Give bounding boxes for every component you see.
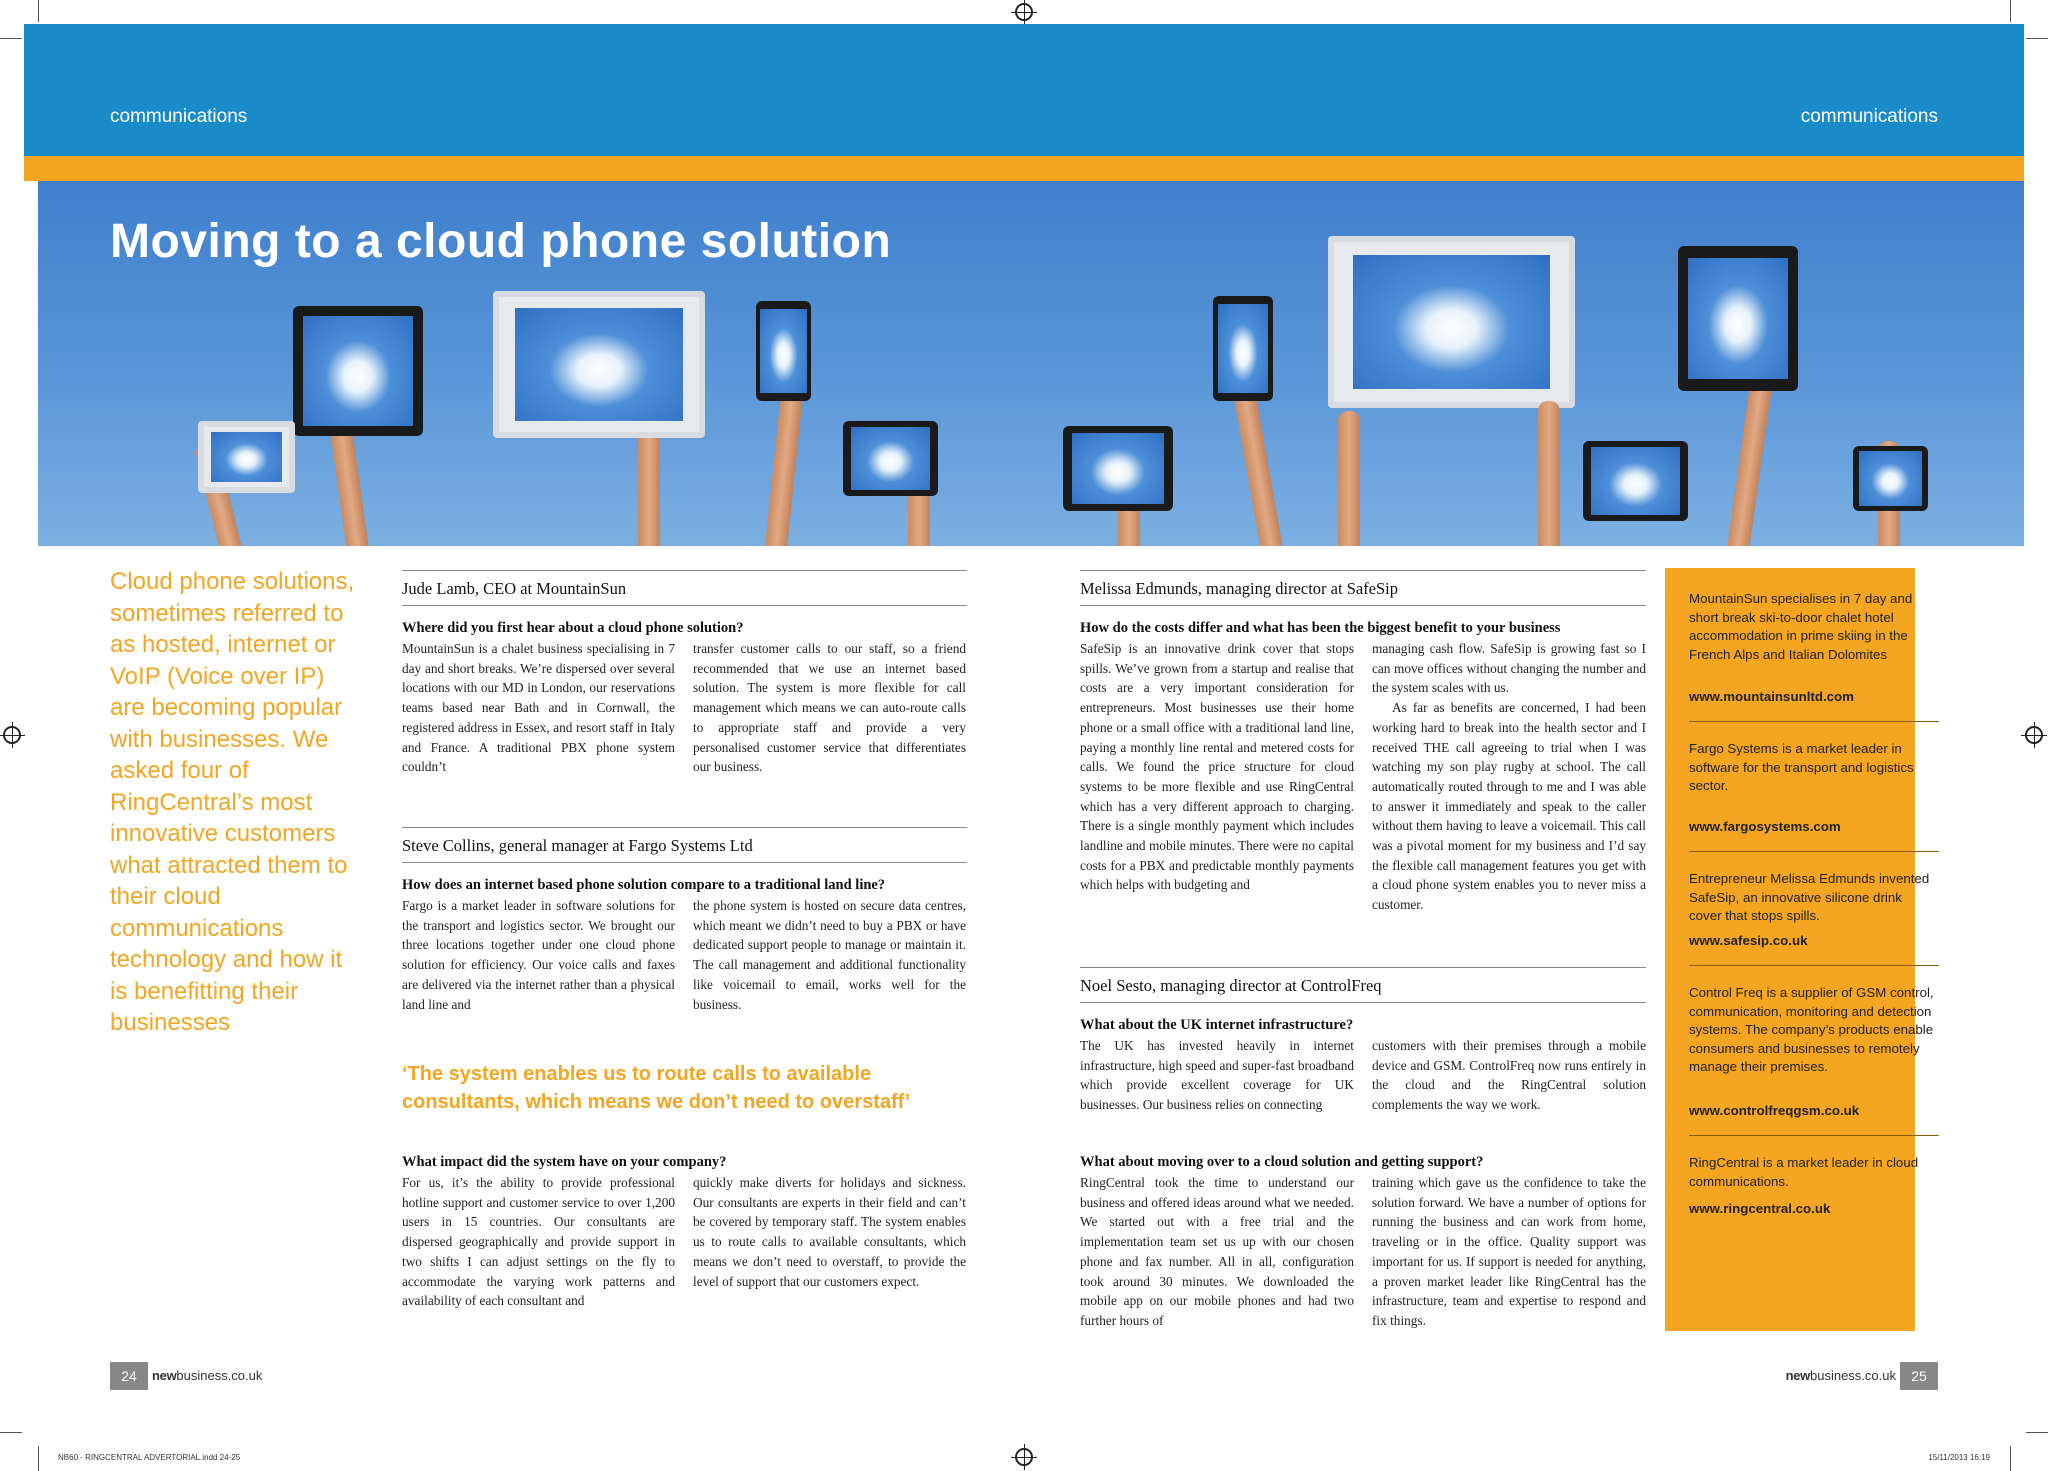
crop-mark [2026, 1432, 2048, 1433]
crop-mark [2010, 0, 2011, 22]
article-column: For us, it’s the ability to provide professional hotline support and customer service to over 1,200 users in 15 countries. Our consultants are dispersed geographically and provide support in two shifts I can adjust settings on the fly to accommodate the varying work patterns and availability of each consultant and [402, 1175, 675, 1309]
article-melissa-edmunds [1080, 570, 1646, 915]
article-column: customers with their premises through a mobile device and GSM. ControlFreq now runs entirely in the cloud and the RingCentral solution complements the way we work. [1372, 1038, 1646, 1113]
brand-rest: business.co.uk [176, 1368, 263, 1383]
sidebar-link[interactable]: www.ringcentral.co.uk [1689, 1201, 1831, 1216]
registration-mark-icon [1015, 1448, 1033, 1466]
article-noel-sesto [1080, 967, 1646, 1115]
crop-mark [0, 38, 22, 39]
registration-mark-icon [3, 726, 21, 744]
article-column: managing cash flow. SafeSip is growing fast so I can move offices without changing the number and the system scales with us. [1372, 641, 1646, 696]
page-title: Moving to a cloud phone solution [110, 215, 892, 268]
laptop-icon [1328, 236, 1575, 408]
page-number-right: 25 [1900, 1362, 1938, 1390]
sidebar-divider [1689, 721, 1939, 722]
header-accent-stripe [24, 156, 2024, 181]
article-heading: Melissa Edmunds, managing director at SafeSip [1080, 570, 1646, 606]
article-column: quickly make diverts for holidays and sickness. Our consultants are experts in their field and can’t be covered by temporary staff. The system enables us to route calls to available consultants, which means we don’t need to overstaff, to provide the level of support that our customers expect. [693, 1175, 966, 1289]
sidebar-divider [1689, 965, 1939, 966]
sidebar-link[interactable]: www.controlfreqgsm.co.uk [1689, 1103, 1860, 1118]
section-label-right: communications [1800, 106, 1938, 127]
article-heading: Noel Sesto, managing director at ControlFreq [1080, 967, 1646, 1003]
section-label-left: communications [110, 106, 248, 127]
article-noel-support [1080, 1154, 1646, 1331]
crop-mark [38, 1446, 39, 1471]
intro-pull-text: Cloud phone solutions, sometimes referred to as hosted, internet or VoIP (Voice over IP) are becoming popular with businesses. We asked four of RingCentral’s most innovative customers what attracted them to their cloud communications technology and how it is benefitting their businesses [110, 568, 355, 1036]
sidebar-item-text: Control Freq is a supplier of GSM control, communication, monitoring and detection systems. The company’s products enable consumers and businesses to remotely manage their premises. [1689, 985, 1934, 1074]
sidebar-divider [1689, 1135, 1939, 1136]
brand-bold: new [1785, 1368, 1810, 1383]
smartphone-icon [756, 301, 811, 401]
company-sidebar [1665, 568, 1934, 1331]
print-slug-date: 15/11/2013 16:19 [1928, 1453, 1990, 1462]
print-slug-filename: NB60 - RINGCENTRAL ADVERTORIAL.indd 24-25 [58, 1453, 241, 1462]
footer-brand-right [1786, 1368, 1896, 1383]
article-question: What about moving over to a cloud solution and getting support? [1080, 1154, 1484, 1170]
article-column: training which gave us the confidence to take the solution forward. We have a number of options for running the business and can work from home, traveling or in the office. Quality support was important for us. If support is needed for anything, a proven market leader like RingCentral has the infrastructure, team and expertise to respond and fix things. [1372, 1175, 1646, 1328]
article-column: As far as benefits are concerned, I had been working hard to break into the health sector and I received THE call agreeing to trial when I was watching my son play rugby at school. The call automatically routed through to me and I was able to answer it immediately and speak to the caller without them having to leave a voicemail. This call was a pivotal moment for my business and I’d say the flexible call management features you get with a cloud phone system enables you to never miss a customer. [1372, 700, 1646, 913]
crop-mark [2026, 38, 2048, 39]
crop-mark [38, 0, 39, 22]
laptop-icon [198, 421, 295, 493]
tablet-icon [843, 421, 938, 496]
article-column: MountainSun is a chalet business specialising in 7 day and short breaks. We’re dispersed over several locations with our MD in London, our reservations teams based near Bath and in Cornwall, the registered address in Essex, and resort staff in Italy and France. A traditional PBX phone system couldn’t [402, 641, 675, 775]
laptop-icon [493, 291, 705, 438]
article-column: the phone system is hosted on secure data centres, which meant we didn’t need to buy a PBX or have dedicated support people to manage or maintain it. The call management and additional functionality like voicemail to email, works well for the business. [693, 898, 966, 1012]
article-question: How do the costs differ and what has been the biggest benefit to your business [1080, 620, 1561, 636]
article-column: transfer customer calls to our staff, so a friend recommended that we use an internet based solution. The system is more flexible for call management which means we can auto-route calls to appropriate staff and provide a very personalised customer service that differentiates our business. [693, 641, 966, 775]
article-question: How does an internet based phone solution compare to a traditional land line? [402, 877, 886, 893]
article-column: The UK has invested heavily in internet infrastructure, high speed and super-fast broadband which provide excellent coverage for UK businesses. Our business relies on connecting [1080, 1038, 1354, 1113]
registration-mark-icon [2025, 726, 2043, 744]
tablet-icon [1583, 441, 1688, 521]
article-column: RingCentral took the time to understand our business and offered ideas around what we needed. We started out with a free trial and the implementation team set us up with our chosen phone and fax number. All in all, configuration took around 30 minutes. We downloaded the mobile app on our mobile phones and had two further hours of [1080, 1175, 1354, 1328]
brand-bold: new [152, 1368, 177, 1383]
article-steve-impact [402, 1154, 967, 1311]
header-band [24, 24, 2024, 156]
article-jude-lamb [402, 570, 967, 777]
article-column: Fargo is a market leader in software solutions for the transport and logistics sector. We brought our three locations together under one cloud phone solution for efficiency. Our voice calls and faxes are delivered via the internet rather than a physical land line and [402, 898, 675, 1012]
tablet-icon [1853, 446, 1928, 511]
tablet-icon [293, 306, 423, 436]
sidebar-link[interactable]: www.safesip.co.uk [1689, 933, 1808, 948]
brand-rest: business.co.uk [1810, 1368, 1896, 1383]
sidebar-item-text: RingCentral is a market leader in cloud communications. [1689, 1155, 1919, 1189]
sidebar-item-text: Fargo Systems is a market leader in software for the transport and logistics sector. [1689, 741, 1914, 793]
sidebar-item-text: Entrepreneur Melissa Edmunds invented SafeSip, an innovative silicone drink cover that stops spills. [1689, 871, 1930, 923]
article-question: What about the UK internet infrastructure? [1080, 1017, 1354, 1033]
smartphone-icon [1213, 296, 1273, 401]
article-steve-collins [402, 827, 967, 1014]
article-question: What impact did the system have on your company? [402, 1154, 727, 1170]
article-question: Where did you first hear about a cloud phone solution? [402, 620, 744, 636]
pull-quote: ‘The system enables us to route calls to available consultants, which means we don’t need to overstaff’ [402, 1063, 911, 1113]
article-heading: Steve Collins, general manager at Fargo Systems Ltd [402, 827, 967, 863]
registration-mark-icon [1015, 3, 1033, 21]
article-column: SafeSip is an innovative drink cover that stops spills. We’ve grown from a startup and realise that costs are a very important consideration for entrepreneurs. Most businesses use their home phone or a small office with a traditional land line, paying a monthly line rental and metered costs for calls. We found the price structure for cloud systems to be more flexible and use RingCentral which has a very different approach to charging. There is a single monthly payment which includes landline and mobile minutes. There were no capital costs for a PBX and predictable monthly payments which helps with budgeting and [1080, 641, 1354, 893]
crop-mark [2010, 1446, 2011, 1471]
crop-mark [0, 1432, 22, 1433]
footer-brand-left [152, 1368, 262, 1383]
sidebar-item-text: MountainSun specialises in 7 day and short break ski-to-door chalet hotel accommodation in prime skiing in the French Alps and Italian Dolomites [1689, 591, 1913, 662]
sidebar-divider [1689, 851, 1939, 852]
article-heading: Jude Lamb, CEO at MountainSun [402, 570, 967, 606]
sidebar-link[interactable]: www.mountainsunltd.com [1689, 689, 1854, 704]
tablet-icon [1678, 246, 1798, 391]
sidebar-link[interactable]: www.fargosystems.com [1689, 819, 1841, 834]
tablet-icon [1063, 426, 1173, 511]
page-number-left: 24 [110, 1362, 148, 1390]
